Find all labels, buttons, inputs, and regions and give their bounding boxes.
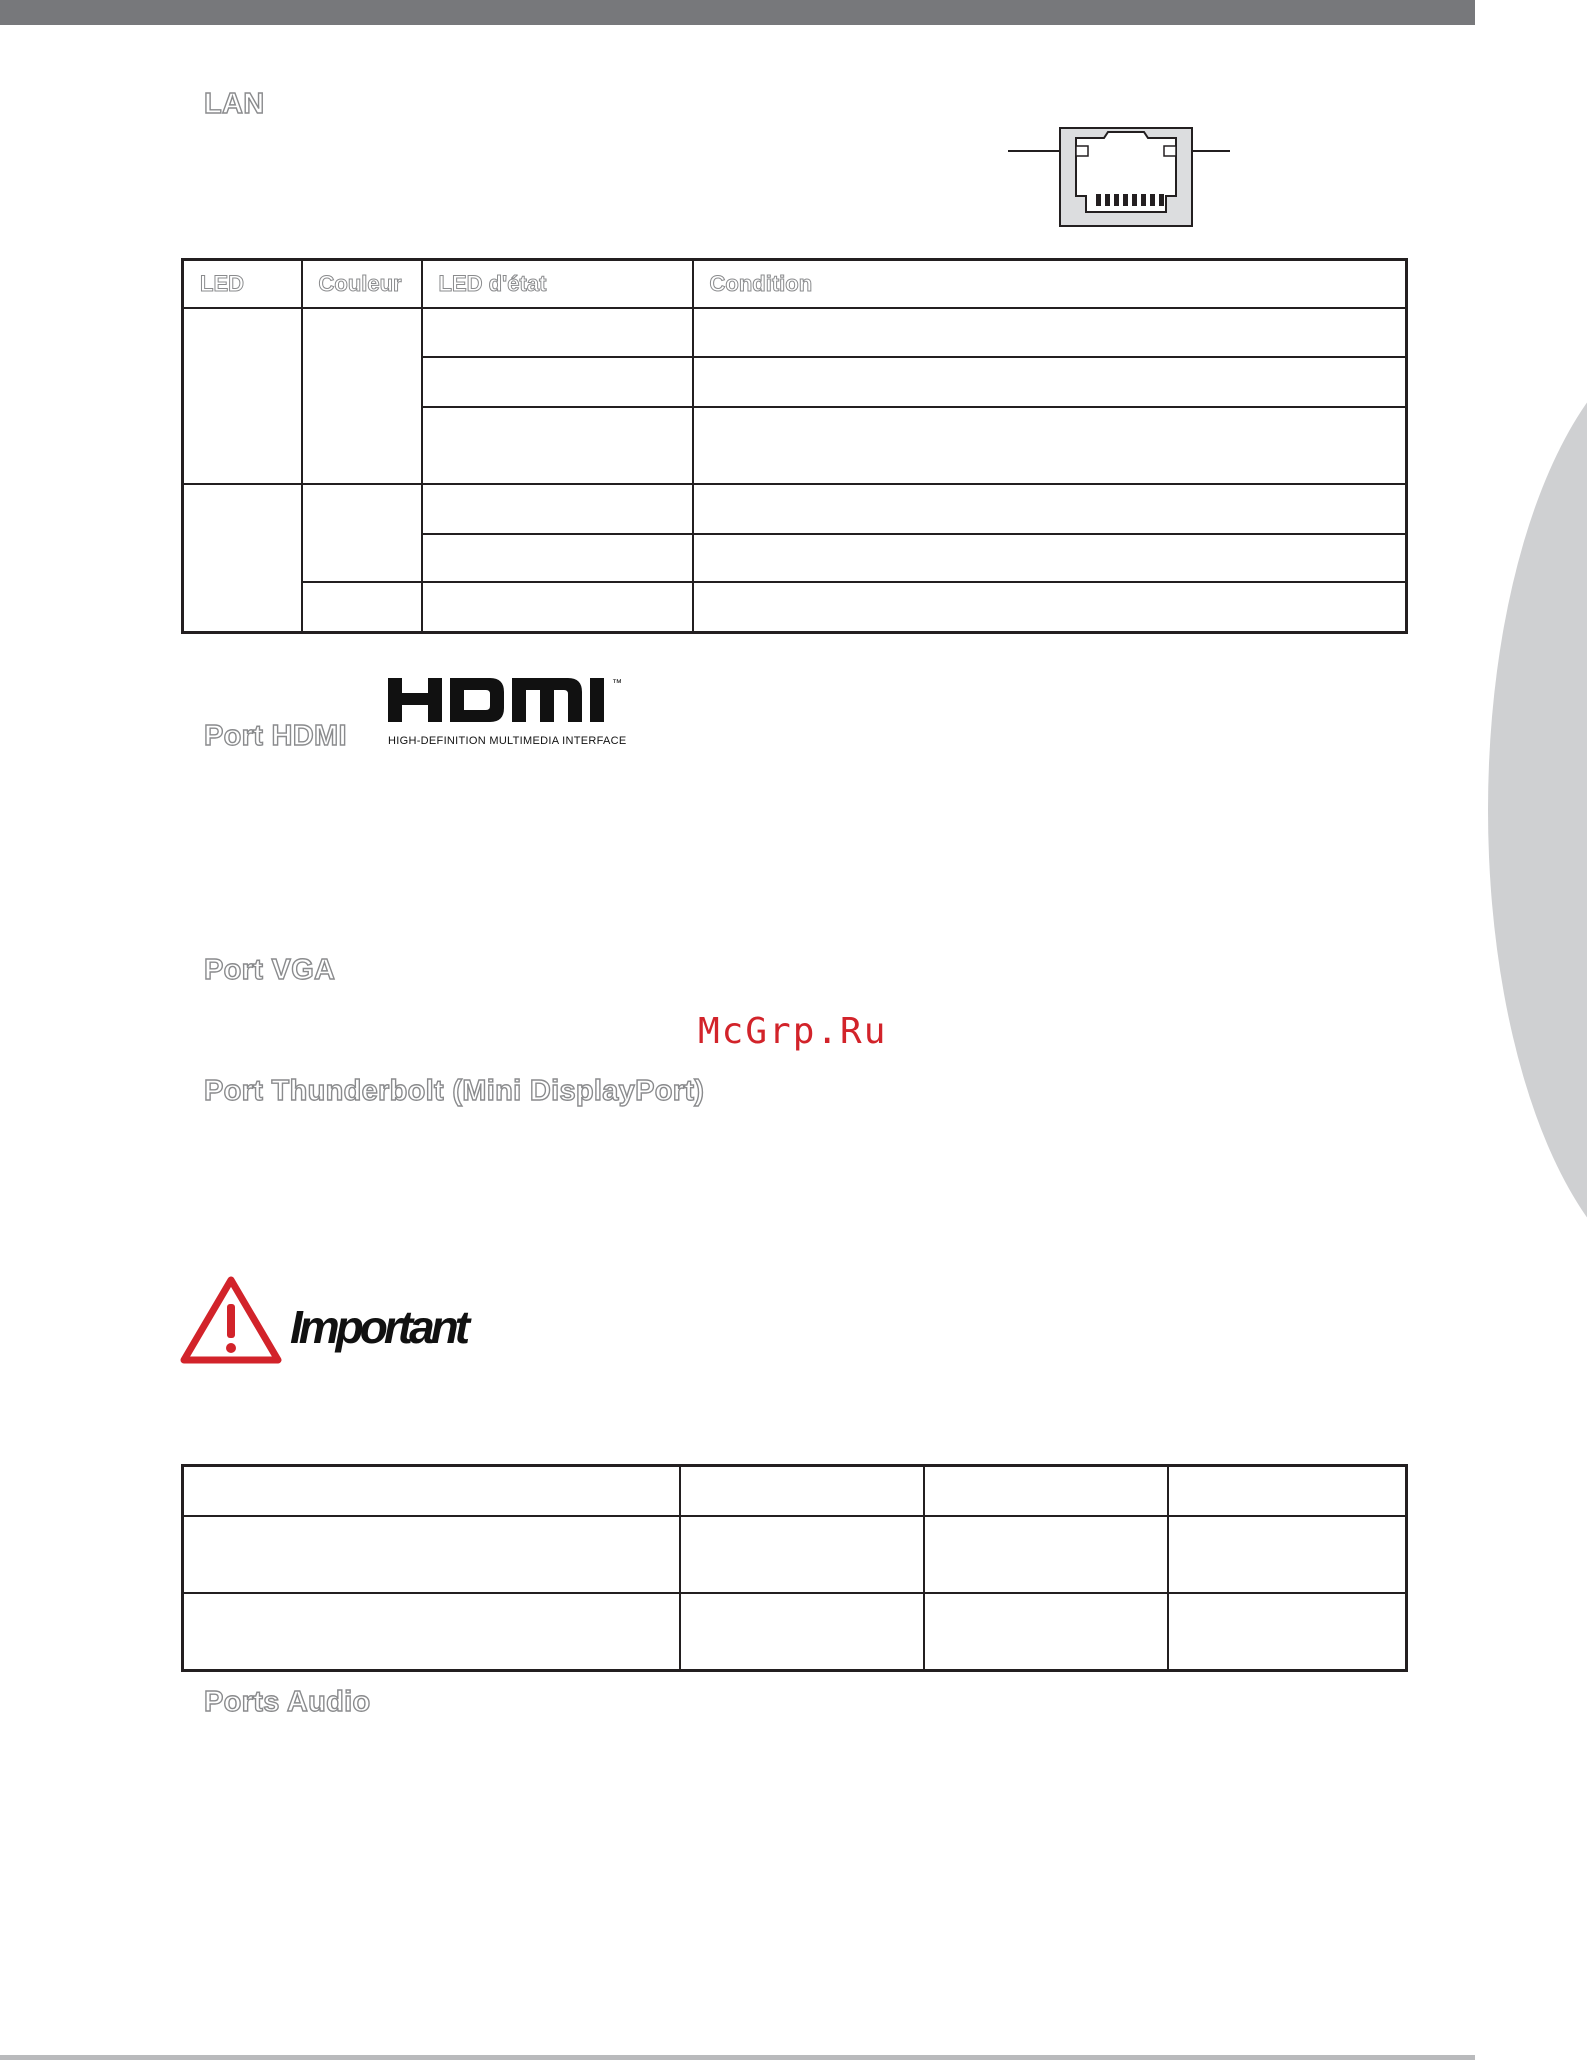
- lan-led-table: [181, 258, 1408, 634]
- table-cell: [693, 308, 1407, 357]
- hdmi-logo: [386, 674, 686, 750]
- table-cell: [1168, 1466, 1407, 1516]
- rj45-port-illustration: [1004, 126, 1244, 230]
- table-cell: [924, 1466, 1168, 1516]
- table-cell: [693, 357, 1407, 406]
- table-cell: [1168, 1516, 1407, 1593]
- column-header-condition: Condition: [693, 260, 1407, 308]
- table-cell: [1168, 1593, 1407, 1670]
- top-bar: [0, 0, 1475, 25]
- table-row: [183, 484, 1407, 533]
- table-cell: [183, 1466, 680, 1516]
- table-cell: [302, 484, 422, 582]
- heading-hdmi: Port HDMI: [204, 720, 347, 752]
- table-cell: [680, 1466, 924, 1516]
- table-row: [183, 1593, 1407, 1670]
- table-cell: [422, 484, 693, 533]
- table-cell: [302, 308, 422, 484]
- table-row: [183, 582, 1407, 632]
- table-cell: [693, 534, 1407, 582]
- table-cell: [422, 582, 693, 632]
- bottom-rule: [0, 2055, 1475, 2060]
- table-cell: [680, 1593, 924, 1670]
- important-label: Important: [290, 1301, 467, 1353]
- table-cell: [183, 308, 302, 484]
- heading-vga: Port VGA: [204, 954, 336, 986]
- hdmi-tagline: HIGH-DEFINITION MULTIMEDIA INTERFACE: [388, 735, 627, 747]
- table-cell: [693, 407, 1407, 485]
- table-cell: [422, 357, 693, 406]
- table-cell: [693, 582, 1407, 632]
- side-chapter-tab: [1488, 330, 1587, 1290]
- table-cell: [183, 1516, 680, 1593]
- table-cell: [183, 1593, 680, 1670]
- warning-triangle-icon: [178, 1274, 284, 1366]
- column-header-couleur: Couleur: [302, 260, 422, 308]
- table-cell: [422, 308, 693, 357]
- heading-audio: Ports Audio: [204, 1686, 371, 1718]
- table-cell: [680, 1516, 924, 1593]
- table-cell: [183, 484, 302, 632]
- table-header-row: [183, 260, 1407, 308]
- table-row: [183, 1516, 1407, 1593]
- table-row: [183, 308, 1407, 357]
- heading-lan: LAN: [204, 88, 265, 120]
- column-header-led-etat: LED d'état: [422, 260, 693, 308]
- display-support-table: [181, 1464, 1408, 1672]
- table-cell: [422, 534, 693, 582]
- heading-thunderbolt: Port Thunderbolt (Mini DisplayPort): [204, 1075, 705, 1107]
- table-cell: [302, 582, 422, 632]
- table-cell: [422, 407, 693, 485]
- table-cell: [693, 484, 1407, 533]
- table-cell: [924, 1593, 1168, 1670]
- watermark-text: McGrp.Ru: [698, 1011, 888, 1052]
- hdmi-tm: ™: [612, 678, 622, 689]
- table-cell: [924, 1516, 1168, 1593]
- column-header-led: LED: [183, 260, 302, 308]
- table-row: [183, 1466, 1407, 1516]
